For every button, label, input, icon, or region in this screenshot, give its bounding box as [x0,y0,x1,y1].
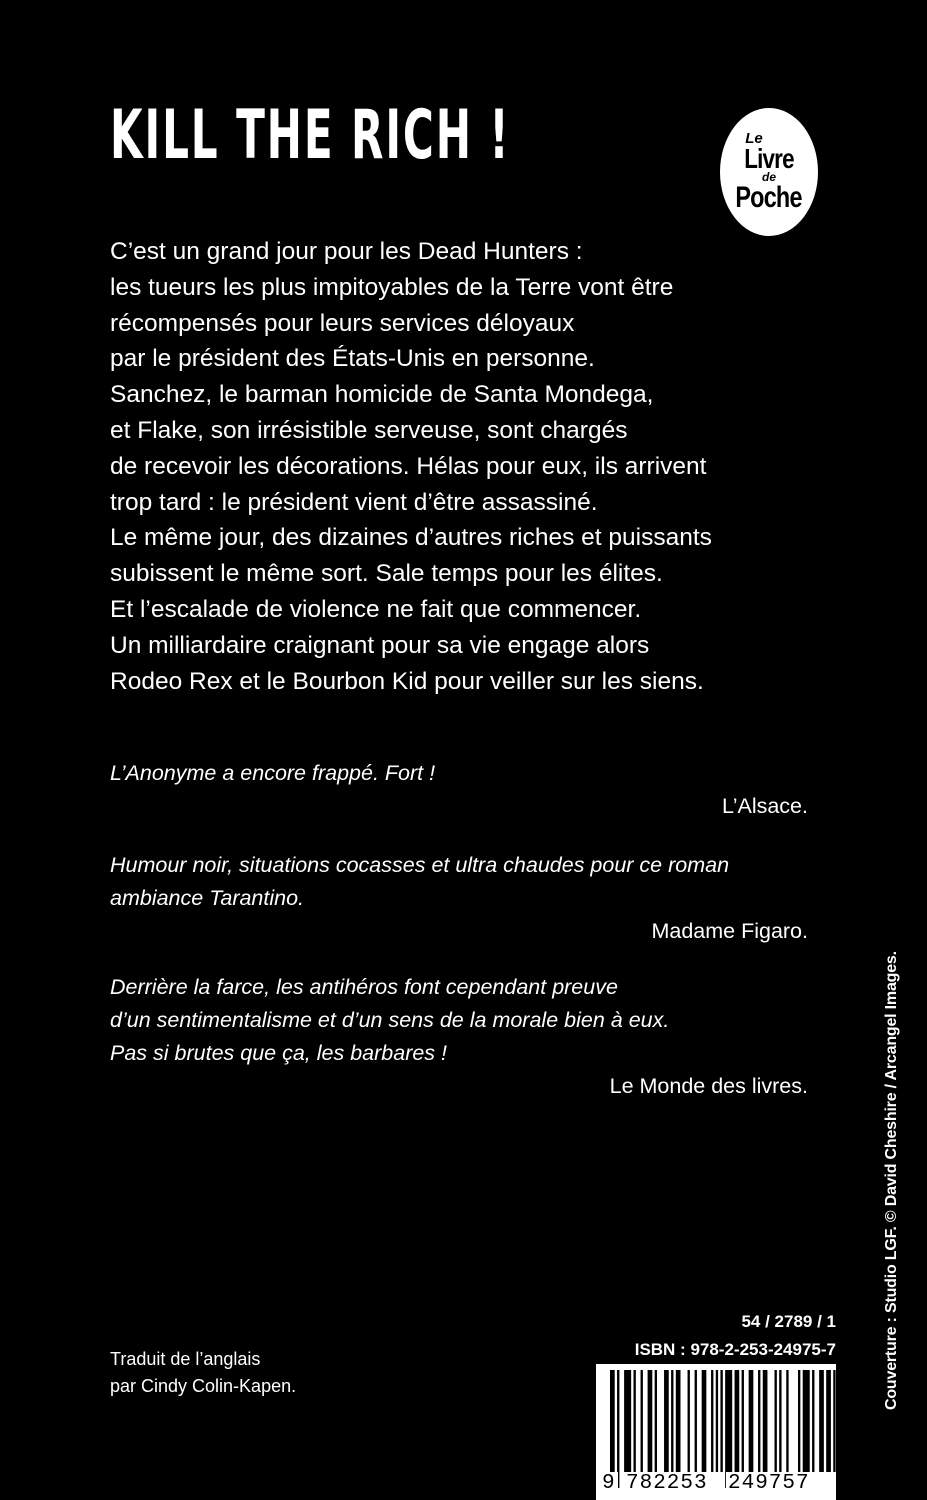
publisher-logo [720,108,818,236]
barcode-bar [676,1370,681,1472]
barcode-bar [798,1370,800,1472]
quote-text: Humour noir, situations cocasses et ultra chaudes pour ce roman [110,853,730,877]
synopsis-line: trop tard : le président vient d’être assassiné. [110,488,598,516]
translator-line-1: Traduit de l’anglais [110,1349,261,1369]
quote-text: ambiance Tarantino. [110,886,305,910]
barcode [596,1364,836,1500]
synopsis [110,234,830,699]
synopsis-line: et Flake, son irrésistible serveuse, sont chargés [110,416,628,444]
isbn: ISBN : 978-2-253-24975-7 [634,1340,836,1359]
barcode-bar [749,1370,754,1472]
barcode-bar [803,1370,810,1472]
logo-line-1: Le [745,129,763,147]
quote-source: L’Alsace. [721,794,808,818]
quote-source: Le Monde des livres. [609,1074,808,1098]
logo-line-3: de [761,170,776,185]
barcode-bar [763,1370,768,1472]
barcode-bar [641,1370,643,1472]
logo-line-2: Livre [744,142,794,174]
translator-note [110,1346,296,1400]
barcode-bar [624,1370,631,1472]
synopsis-line: de recevoir les décorations. Hélas pour eux, ils arrivent [110,452,707,480]
barcode-bar [671,1370,673,1472]
barcode-first-digit: 9 [602,1472,616,1495]
logo-line-4: Poche [735,180,803,214]
barcode-bar [695,1370,697,1472]
barcode-group-1: 782253 [626,1472,708,1495]
synopsis-line: Un milliardaire craignant pour sa vie engage alors [110,631,650,659]
edition-code: 54 / 2789 / 1 [741,1312,836,1331]
synopsis-line: Rodeo Rex et le Bourbon Kid pour veiller sur les siens. [110,667,704,695]
barcode-bar [758,1370,760,1472]
barcode-bar [702,1370,707,1472]
barcode-bar [742,1370,744,1472]
synopsis-line: Sanchez, le barman homicide de Santa Mondega, [110,381,654,409]
synopsis-line: subissent le même sort. Sale temps pour les élites. [110,560,663,588]
barcode-bar [711,1370,713,1472]
press-quote [110,849,808,948]
synopsis-line: les tueurs les plus impitoyables de la Terre vont être [110,273,674,301]
barcode-bar [775,1370,777,1472]
cover-credit: Couverture : Studio LGF. © David Cheshire / Arcangel Images. [883,951,900,1410]
quote-text: Pas si brutes que ça, les barbares ! [110,1041,448,1065]
barcode-group-2: 249757 [728,1472,810,1495]
quote-source: Madame Figaro. [651,919,808,943]
barcode-bar [779,1370,781,1472]
barcode-bar [720,1370,722,1472]
quote-text: L’Anonyme a encore frappé. Fort ! [110,761,436,785]
synopsis-line: Et l’escalade de violence ne fait que commencer. [110,595,642,623]
book-title: KILL THE RICH ! [110,96,511,175]
barcode-bar [716,1370,718,1472]
synopsis-line: C’est un grand jour pour les Dead Hunters : [110,238,583,265]
quote-text: Derrière la farce, les antihéros font cependant preuve [110,975,618,999]
translator-line-2: par Cindy Colin-Kapen. [110,1376,297,1396]
barcode-bar [655,1370,657,1472]
barcode-bar [826,1370,831,1472]
barcode-bar [688,1370,690,1472]
press-quote [110,971,808,1103]
synopsis-line: Le même jour, des dizaines d’autres riches et puissants [110,524,712,552]
barcode-bar [812,1370,814,1472]
book-codes [635,1308,836,1364]
barcode-bar [786,1370,788,1472]
barcode-bar [634,1370,636,1472]
barcode-digits [596,1470,836,1500]
synopsis-line: par le président des États-Unis en personne. [110,345,595,373]
press-quote [110,757,808,823]
barcode-bar [648,1370,653,1472]
barcode-bar [664,1370,669,1472]
barcode-bar [833,1370,835,1472]
synopsis-line: récompensés pour leurs services déloyaux [110,309,575,337]
barcode-bar [819,1370,824,1472]
quote-text: d’un sentimentalisme et d’un sens de la morale bien à eux. [110,1008,670,1032]
